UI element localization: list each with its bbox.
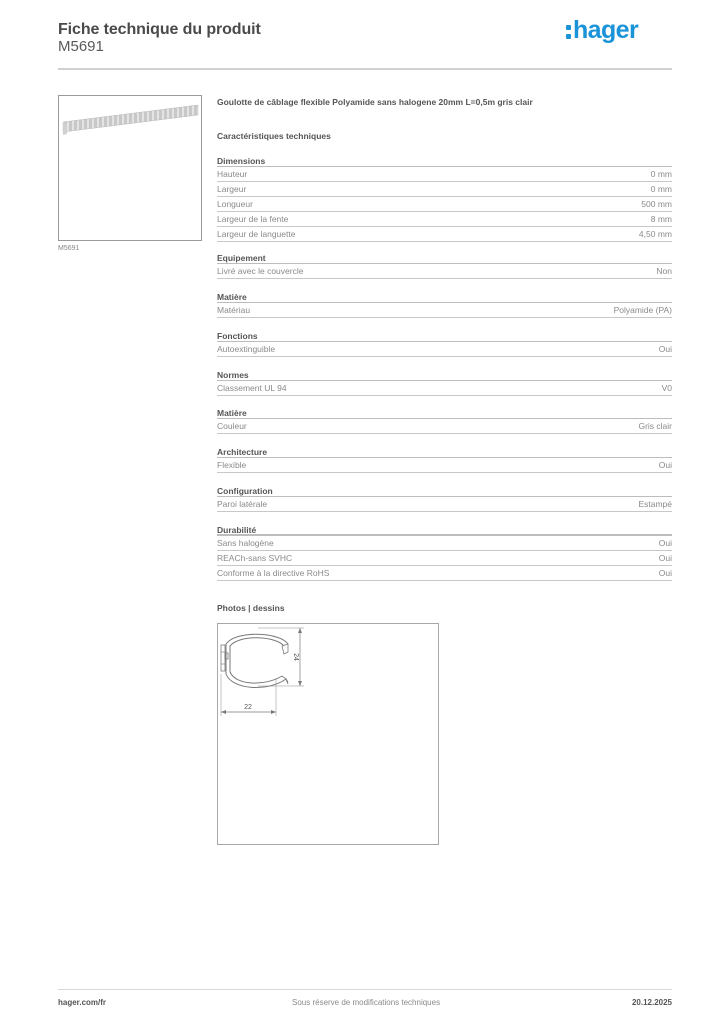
spec-label: Paroi latérale bbox=[217, 499, 268, 509]
footer-divider bbox=[58, 989, 672, 990]
technical-drawing bbox=[217, 623, 439, 845]
spec-value: V0 bbox=[661, 383, 672, 393]
section-dimensions bbox=[217, 155, 672, 242]
section-matiere-couleur bbox=[217, 407, 672, 434]
brand-logo bbox=[566, 16, 638, 45]
spec-value: Polyamide (PA) bbox=[613, 305, 672, 315]
section-normes bbox=[217, 369, 672, 396]
spec-label: Conforme à la directive RoHS bbox=[217, 568, 330, 578]
spec-value: Gris clair bbox=[638, 421, 672, 431]
spec-row bbox=[217, 264, 672, 279]
section-title: Durabilité bbox=[217, 524, 672, 536]
spec-label: Classement UL 94 bbox=[217, 383, 287, 393]
header-divider bbox=[58, 68, 672, 70]
spec-label: Autoextinguible bbox=[217, 344, 276, 354]
section-title: Normes bbox=[217, 369, 672, 381]
spec-label: Largeur bbox=[217, 184, 247, 194]
section-equipement bbox=[217, 252, 672, 279]
spec-value: 8 mm bbox=[650, 214, 672, 224]
spec-label: Sans halogène bbox=[217, 538, 274, 548]
product-reference: M5691 bbox=[58, 38, 104, 55]
spec-value: 500 mm bbox=[641, 199, 672, 209]
product-description: Goulotte de câblage flexible Polyamide sans halogene 20mm L=0,5m gris clair bbox=[217, 97, 533, 107]
spec-row bbox=[217, 197, 672, 212]
spec-label: Largeur de la fente bbox=[217, 214, 289, 224]
spec-row bbox=[217, 497, 672, 512]
spec-label: REACh-sans SVHC bbox=[217, 553, 293, 563]
section-fonctions bbox=[217, 330, 672, 357]
section-title: Dimensions bbox=[217, 155, 672, 167]
spec-label: Flexible bbox=[217, 460, 247, 470]
footer-disclaimer: Sous réserve de modifications techniques bbox=[292, 998, 441, 1007]
section-durabilite bbox=[217, 524, 672, 581]
spec-label: Couleur bbox=[217, 421, 247, 431]
spec-label: Longueur bbox=[217, 199, 253, 209]
spec-value: Estampé bbox=[638, 499, 672, 509]
spec-row bbox=[217, 536, 672, 551]
footer-website-link[interactable]: hager.com/fr bbox=[58, 998, 107, 1007]
cable-duct-image-icon bbox=[59, 96, 201, 240]
product-image-caption: M5691 bbox=[58, 245, 80, 252]
width-dimension-label: 22 bbox=[244, 704, 252, 711]
spec-row bbox=[217, 227, 672, 242]
spec-row bbox=[217, 212, 672, 227]
photos-drawings-heading: Photos | dessins bbox=[217, 603, 285, 613]
section-title: Matière bbox=[217, 407, 672, 419]
spec-value: Oui bbox=[658, 568, 672, 578]
product-image bbox=[58, 95, 202, 241]
spec-row bbox=[217, 342, 672, 357]
height-dimension-label: 24 bbox=[292, 653, 299, 661]
spec-row bbox=[217, 419, 672, 434]
spec-row bbox=[217, 566, 672, 581]
section-title: Equipement bbox=[217, 252, 672, 264]
spec-row bbox=[217, 167, 672, 182]
logo-colon-icon bbox=[566, 22, 571, 40]
spec-label: Hauteur bbox=[217, 169, 248, 179]
spec-row bbox=[217, 303, 672, 318]
spec-value: Non bbox=[656, 266, 672, 276]
section-title: Matière bbox=[217, 291, 672, 303]
spec-row bbox=[217, 381, 672, 396]
duct-profile-drawing-icon bbox=[218, 624, 438, 844]
page-title: Fiche technique du produit bbox=[58, 21, 261, 38]
spec-row bbox=[217, 182, 672, 197]
spec-label: Livré avec le couvercle bbox=[217, 266, 304, 276]
brand-logo-text: hager bbox=[573, 16, 639, 44]
spec-value: Oui bbox=[658, 553, 672, 563]
section-title: Configuration bbox=[217, 485, 672, 497]
spec-row bbox=[217, 551, 672, 566]
spec-value: Oui bbox=[658, 538, 672, 548]
section-matiere-materiau bbox=[217, 291, 672, 318]
spec-value: 0 mm bbox=[650, 169, 672, 179]
spec-row bbox=[217, 458, 672, 473]
spec-label: Largeur de languette bbox=[217, 229, 296, 239]
section-title: Architecture bbox=[217, 446, 672, 458]
spec-value: Oui bbox=[658, 344, 672, 354]
footer-date: 20.12.2025 bbox=[631, 998, 672, 1007]
spec-label: Matériau bbox=[217, 305, 251, 315]
section-configuration bbox=[217, 485, 672, 512]
spec-value: 0 mm bbox=[650, 184, 672, 194]
section-architecture bbox=[217, 446, 672, 473]
technical-characteristics-heading: Caractéristiques techniques bbox=[217, 131, 331, 141]
spec-value: 4,50 mm bbox=[638, 229, 672, 239]
section-title: Fonctions bbox=[217, 330, 672, 342]
spec-value: Oui bbox=[658, 460, 672, 470]
